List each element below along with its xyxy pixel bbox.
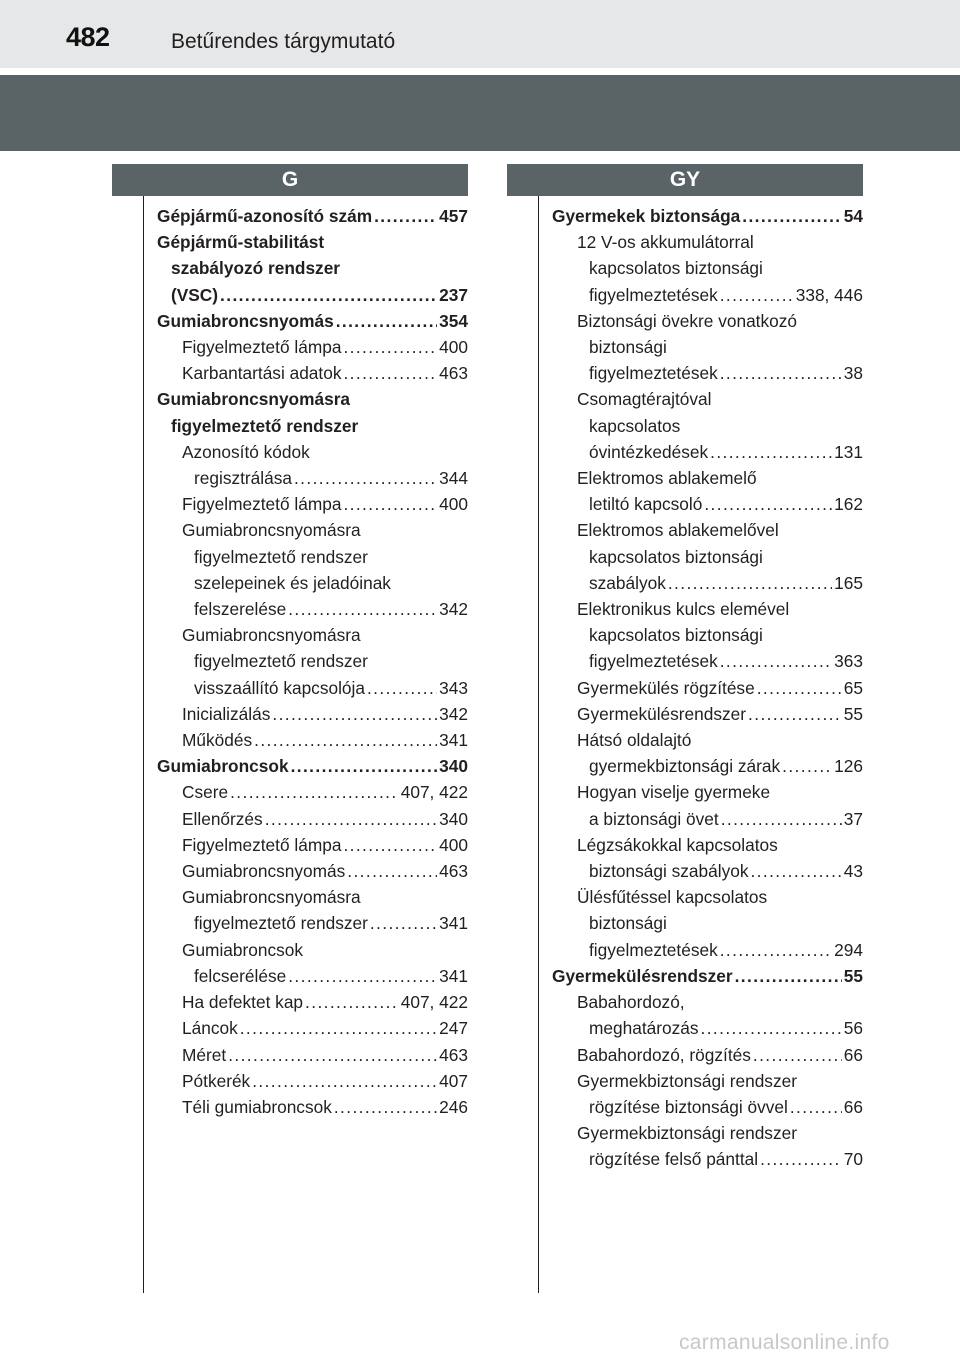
leader-dots (347, 858, 437, 884)
index-entry-term: Ha defektet kap (182, 992, 304, 1013)
index-entry (552, 675, 863, 701)
index-entry-term: biztonsági szabályok (589, 861, 749, 882)
index-entry (157, 544, 468, 570)
index-entry-term: Babahordozó, rögzítés (577, 1044, 751, 1065)
index-entry (157, 360, 468, 386)
index-entry-term: a biztonsági övet (589, 808, 719, 829)
index-entry-term: figyelmeztető rendszer (194, 546, 368, 567)
index-entry-term: Gyermekülésrendszer (552, 965, 733, 986)
index-entry-page: 354 (439, 310, 468, 331)
index-entry-term: Működés (182, 730, 253, 751)
index-entry (552, 832, 863, 858)
index-entry (552, 465, 863, 491)
index-entry-page: 131 (834, 441, 863, 462)
index-column-gy (552, 203, 863, 1173)
index-entry-term: (VSC) (171, 284, 219, 305)
index-entry-term: szabályozó rendszer (171, 258, 341, 279)
index-entry-term: figyelmeztető rendszer (171, 415, 359, 436)
watermark: carmanualsonline.info (679, 1331, 890, 1354)
index-entry-term: Gyermekek biztonsága (552, 206, 741, 226)
letter-header-g: G (112, 164, 468, 196)
index-entry (552, 544, 863, 570)
index-entry (552, 1146, 863, 1172)
leader-dots (735, 963, 842, 989)
index-entry (157, 910, 468, 936)
index-entry-term: Gyermekülés rögzítése (577, 677, 755, 698)
index-entry-term: Hátsó oldalajtó (577, 730, 692, 751)
leader-dots (240, 1015, 437, 1041)
index-entry (552, 648, 863, 674)
index-entry-term: Csomagtérajtóval (577, 389, 712, 410)
leader-dots (272, 701, 437, 727)
leader-dots (343, 832, 437, 858)
index-entry-term: Pótkerék (182, 1070, 251, 1091)
page-title: Betűrendes tárgymutató (171, 30, 396, 53)
index-entry-term: Figyelmeztető lámpa (182, 337, 342, 358)
index-entry (552, 386, 863, 412)
index-entry (157, 439, 468, 465)
leader-dots (750, 858, 841, 884)
index-entry-page: 407, 422 (400, 992, 468, 1013)
index-entry (552, 884, 863, 910)
index-entry (552, 622, 863, 648)
leader-dots (336, 308, 437, 334)
index-entry (552, 570, 863, 596)
leader-dots (720, 937, 832, 963)
index-entry (157, 858, 468, 884)
leader-dots (748, 701, 842, 727)
leader-dots (265, 806, 437, 832)
index-entry (157, 989, 468, 1015)
header-bar (0, 0, 960, 68)
index-entry-term: figyelmeztetések (589, 939, 718, 960)
index-entry-term: Méret (182, 1044, 227, 1065)
index-entry-term: Gyermekbiztonsági rendszer (577, 1070, 797, 1091)
leader-dots (254, 727, 437, 753)
index-entry (552, 517, 863, 543)
index-entry-page: 37 (843, 808, 863, 829)
index-entry-page: 363 (834, 651, 863, 672)
page-number: 482 (66, 22, 110, 52)
index-entry-term: Biztonsági övekre vonatkozó (577, 310, 797, 331)
index-entry-term: figyelmeztetések (589, 651, 718, 672)
index-entry (157, 648, 468, 674)
leader-dots (720, 648, 832, 674)
index-entry (157, 491, 468, 517)
index-entry (157, 622, 468, 648)
index-entry-term: Elektronikus kulcs elemével (577, 599, 790, 620)
index-entry-term: Gumiabroncsok (157, 756, 289, 777)
index-entry (552, 858, 863, 884)
index-entry-term: 12 V-os akkumulátorral (577, 232, 754, 253)
index-entry (157, 937, 468, 963)
index-entry-page: 294 (834, 939, 863, 960)
index-entry-page: 66 (843, 1044, 863, 1065)
index-entry-term: Babahordozó, (577, 992, 685, 1013)
index-entry (552, 1120, 863, 1146)
leader-dots (710, 439, 832, 465)
leader-dots (370, 910, 437, 936)
index-entry-page: 66 (843, 1096, 863, 1117)
index-entry-page: 246 (439, 1096, 468, 1117)
index-entry-term: figyelmeztető rendszer (194, 651, 368, 672)
index-entry-term: figyelmeztető rendszer (194, 913, 368, 934)
section-banner (0, 75, 960, 151)
index-entry-term: Gumiabroncsnyomásra (182, 625, 361, 646)
index-entry (157, 727, 468, 753)
leader-dots (288, 596, 437, 622)
index-entry (157, 413, 468, 439)
index-entry-term: Csere (182, 782, 229, 803)
index-entry (157, 517, 468, 543)
leader-dots (343, 491, 437, 517)
index-entry-page: 463 (439, 1044, 468, 1065)
index-entry-term: szabályok (589, 572, 666, 593)
index-entry (552, 727, 863, 753)
index-entry (157, 282, 468, 308)
index-entry (552, 910, 863, 936)
index-entry (157, 465, 468, 491)
index-entry (552, 282, 863, 308)
index-entry-term: Gumiabroncsnyomásra (182, 520, 361, 541)
index-entry-term: Azonosító kódok (182, 441, 310, 462)
leader-dots (701, 1015, 842, 1041)
leader-dots (367, 675, 437, 701)
index-entry-term: biztonsági (589, 337, 667, 358)
leader-dots (294, 465, 437, 491)
leader-dots (668, 570, 832, 596)
leader-dots (704, 491, 832, 517)
index-entry-term: kapcsolatos (589, 415, 681, 436)
index-entry-page: 463 (439, 861, 468, 882)
index-entry-page: 162 (834, 494, 863, 515)
index-entry-page: 338, 446 (795, 284, 863, 305)
index-entry-term: Téli gumiabroncsok (182, 1096, 332, 1117)
leader-dots (228, 1042, 437, 1068)
index-entry (157, 308, 468, 334)
index-entry-term: Hogyan viselje gyermeke (577, 782, 771, 803)
index-entry-term: felcserélése (194, 965, 287, 986)
index-entry-term: Gépjármű-azonosító szám (157, 206, 373, 226)
index-entry-page: 344 (439, 468, 468, 489)
index-entry (157, 963, 468, 989)
index-entry (552, 439, 863, 465)
index-entry (552, 413, 863, 439)
index-entry-term: kapcsolatos biztonsági (589, 625, 763, 646)
leader-dots (790, 1094, 842, 1120)
index-entry (157, 884, 468, 910)
index-entry-term: biztonsági (589, 913, 667, 934)
index-entry-page: 55 (843, 703, 863, 724)
leader-dots (252, 1068, 437, 1094)
column-divider-right (538, 196, 539, 1293)
leader-dots (230, 779, 399, 805)
index-entry-term: Gumiabroncsnyomás (182, 861, 346, 882)
index-entry-page: 55 (843, 965, 863, 986)
leader-dots (334, 1094, 437, 1120)
index-entry-page: 463 (439, 363, 468, 384)
index-entry (157, 1042, 468, 1068)
index-entry (552, 1015, 863, 1041)
index-entry-term: letiltó kapcsoló (589, 494, 703, 515)
index-entry (552, 360, 863, 386)
index-entry (157, 1068, 468, 1094)
index-entry-page: 343 (439, 677, 468, 698)
index-entry-page: 237 (439, 284, 468, 305)
index-entry-page: 56 (843, 1018, 863, 1039)
leader-dots (742, 203, 842, 229)
letter-header-gy: GY (507, 164, 863, 196)
index-entry (157, 1094, 468, 1120)
index-entry-term: Gumiabroncsnyomás (157, 310, 334, 331)
index-entry-page: 341 (439, 913, 468, 934)
leader-dots (757, 675, 842, 701)
index-entry-page: 54 (843, 206, 863, 226)
index-entry-term: kapcsolatos biztonsági (589, 546, 763, 567)
index-entry-term: szelepeinek és jeladóinak (194, 572, 391, 593)
leader-dots (720, 282, 794, 308)
index-entry (552, 989, 863, 1015)
index-entry (552, 229, 863, 255)
index-entry-term: Elektromos ablakemelő (577, 468, 757, 489)
index-entry-page: 340 (439, 808, 468, 829)
index-entry-page: 342 (439, 703, 468, 724)
index-entry (157, 386, 468, 412)
index-entry (552, 308, 863, 334)
leader-dots (305, 989, 399, 1015)
index-entry-page: 400 (439, 494, 468, 515)
index-entry-page: 342 (439, 599, 468, 620)
index-entry (552, 937, 863, 963)
index-entry (157, 570, 468, 596)
index-entry (552, 203, 863, 229)
index-entry (157, 255, 468, 281)
index-entry-term: óvintézkedések (589, 441, 709, 462)
leader-dots (753, 1042, 842, 1068)
index-entry-page: 400 (439, 337, 468, 358)
index-entry (552, 779, 863, 805)
index-entry-term: Láncok (182, 1018, 238, 1039)
leader-dots (721, 806, 842, 832)
index-entry (157, 1015, 468, 1041)
leader-dots (720, 360, 842, 386)
index-entry (552, 701, 863, 727)
index-entry (552, 1042, 863, 1068)
index-entry (552, 963, 863, 989)
index-entry-term: Légzsákokkal kapcsolatos (577, 834, 778, 855)
index-entry-term: meghatározás (589, 1018, 699, 1039)
index-entry-page: 341 (439, 730, 468, 751)
index-entry-term: Gyermekülésrendszer (577, 703, 747, 724)
index-entry-page: 341 (439, 965, 468, 986)
index-entry (157, 203, 468, 229)
index-entry-term: visszaállító kapcsolója (194, 677, 365, 698)
index-entry (157, 806, 468, 832)
index-entry-term: Gyermekbiztonsági rendszer (577, 1123, 797, 1144)
index-entry-page: 247 (439, 1018, 468, 1039)
index-entry-term: figyelmeztetések (589, 363, 718, 384)
index-entry-term: Elektromos ablakemelővel (577, 520, 779, 541)
index-entry-term: rögzítése biztonsági övvel (589, 1096, 788, 1117)
index-entry-term: Gumiabroncsnyomásra (157, 389, 351, 410)
index-entry (552, 806, 863, 832)
index-entry-term: felszerelése (194, 599, 287, 620)
index-entry-term: figyelmeztetések (589, 284, 718, 305)
index-column-g (157, 203, 468, 1120)
index-entry-page: 43 (843, 861, 863, 882)
index-entry-page: 165 (834, 572, 863, 593)
index-entry (552, 1094, 863, 1120)
index-entry (552, 255, 863, 281)
index-entry (157, 832, 468, 858)
leader-dots (288, 963, 437, 989)
index-entry (157, 675, 468, 701)
index-entry-term: Gumiabroncsok (182, 939, 304, 960)
leader-dots (374, 203, 437, 229)
index-entry-term: Gumiabroncsnyomásra (182, 887, 361, 908)
leader-dots (782, 753, 832, 779)
index-entry-page: 407 (439, 1070, 468, 1091)
index-entry-term: Figyelmeztető lámpa (182, 494, 342, 515)
index-entry-term: Gépjármű-stabilitást (157, 232, 325, 253)
index-entry-term: Inicializálás (182, 703, 271, 724)
index-entry-page: 65 (843, 677, 863, 698)
index-entry-term: Ülésfűtéssel kapcsolatos (577, 887, 768, 908)
index-entry-page: 126 (834, 756, 863, 777)
index-entry-term: gyermekbiztonsági zárak (589, 756, 781, 777)
index-entry-page: 340 (439, 756, 468, 777)
leader-dots (760, 1146, 842, 1172)
leader-dots (291, 753, 438, 779)
leader-dots (220, 282, 437, 308)
index-entry (552, 334, 863, 360)
column-divider-left (143, 196, 144, 1293)
leader-dots (343, 334, 437, 360)
index-entry (552, 491, 863, 517)
index-entry (157, 334, 468, 360)
index-entry (157, 229, 468, 255)
index-entry (157, 596, 468, 622)
index-entry-term: Karbantartási adatok (182, 363, 342, 384)
index-entry-term: kapcsolatos biztonsági (589, 258, 763, 279)
index-entry-term: regisztrálása (194, 468, 292, 489)
index-entry (157, 779, 468, 805)
index-entry (157, 701, 468, 727)
index-entry-page: 457 (439, 206, 468, 226)
index-entry (157, 753, 468, 779)
index-entry-page: 38 (843, 363, 863, 384)
index-entry (552, 1068, 863, 1094)
index-entry (552, 596, 863, 622)
index-entry-term: rögzítése felső pánttal (589, 1149, 759, 1170)
index-entry-page: 407, 422 (400, 782, 468, 803)
leader-dots (343, 360, 437, 386)
index-entry-page: 400 (439, 834, 468, 855)
index-entry-term: Ellenőrzés (182, 808, 263, 829)
index-entry (552, 753, 863, 779)
index-entry-term: Figyelmeztető lámpa (182, 834, 342, 855)
index-entry-page: 70 (843, 1149, 863, 1170)
